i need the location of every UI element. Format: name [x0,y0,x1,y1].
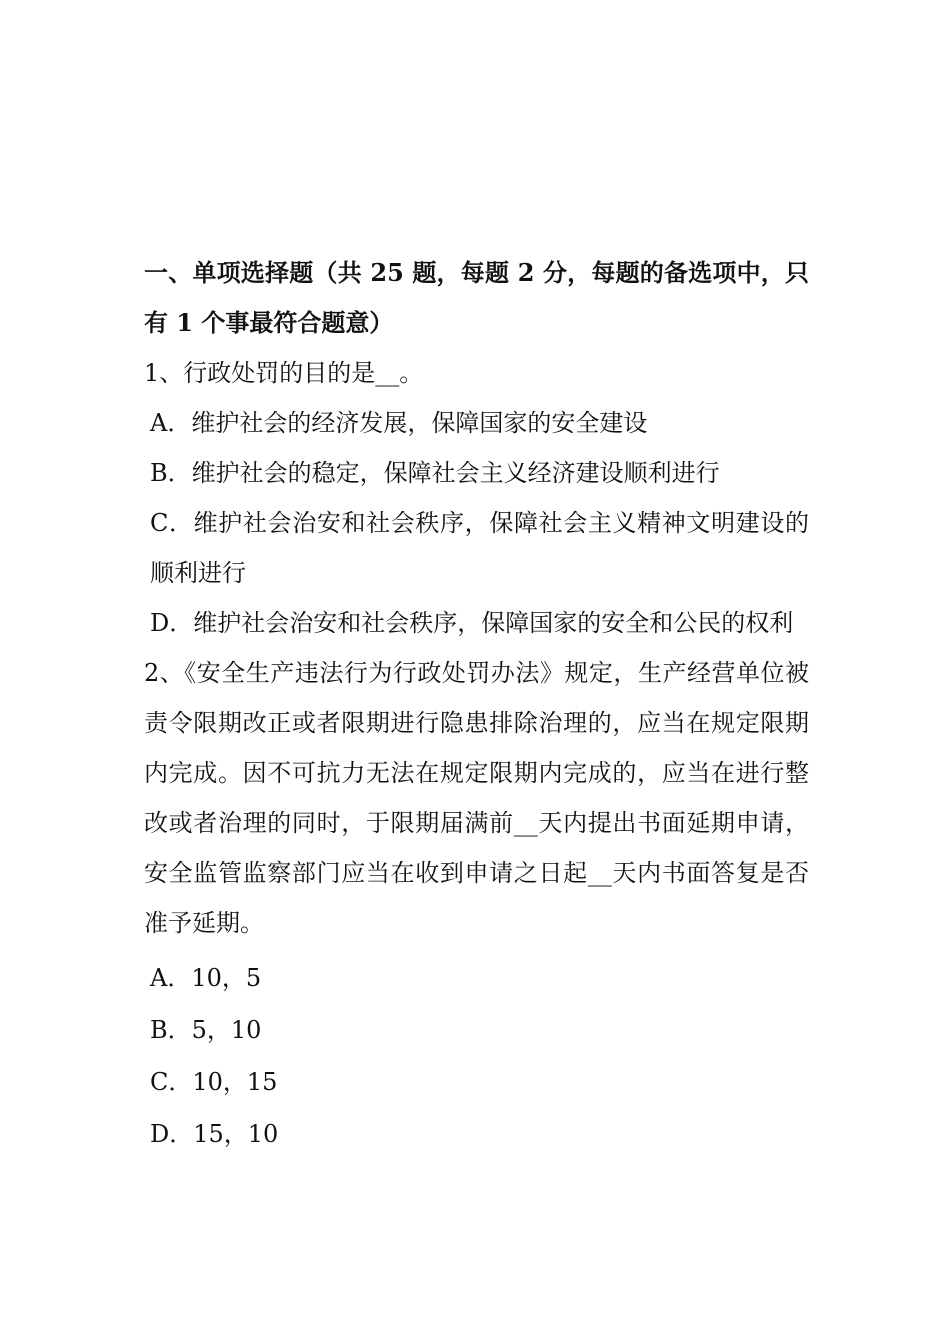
option-c: C．10，15 [150,1068,278,1096]
option-list [144,952,809,1160]
option-c: C．维护社会治安和社会秩序，保障社会主义精神文明建设的顺利进行 [150,509,809,587]
option-b: B．5，10 [150,1016,262,1044]
document-body [144,248,809,1160]
option-d: D．15，10 [150,1120,279,1148]
question-stem: 1、行政处罚的目的是__。 [144,359,424,387]
question-2 [144,648,809,1160]
section-heading: 一、单项选择题（共 25 题，每题 2 分，每题的备选项中，只有 1 个事最符合题意） [144,258,809,337]
option-a: A．10，5 [150,964,262,992]
question-stem: 2、《安全生产违法行为行政处罚办法》规定，生产经营单位被责令限期改正或者限期进行隐患排除治理的，应当在规定限期内完成。因不可抗力无法在规定限期内完成的，应当在进行整改或者治理的同时，于限期届满前__天内提出书面延期申请，安全监管监察部门应当在收到申请之日起__天内书面答复是否准予延期。 [144,659,809,937]
option-b: B．维护社会的稳定，保障社会主义经济建设顺利进行 [150,459,720,487]
option-d: D．维护社会治安和社会秩序，保障国家的安全和公民的权利 [150,609,794,637]
option-a: A．维护社会的经济发展，保障国家的安全建设 [150,409,648,437]
question-1 [144,348,809,648]
